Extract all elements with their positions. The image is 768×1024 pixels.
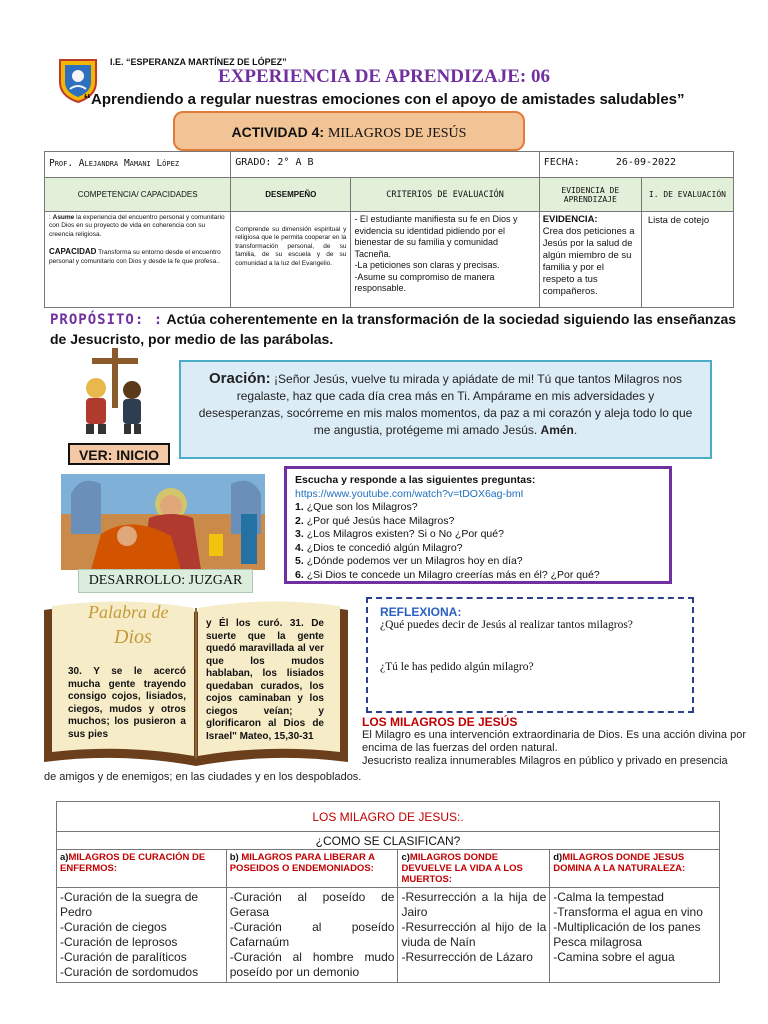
prayer-amen: Amén (540, 423, 574, 437)
column-header: d)MILAGROS DONDE JESUS DOMINA A LA NATURALEZA: (550, 850, 720, 888)
list-item: -Curación de sordomudos (60, 965, 199, 979)
column-items (550, 888, 720, 983)
list-item: -Curación de ciegos (60, 920, 167, 934)
school-name: I.E. “ESPERANZA MARTÍNEZ DE LÓPEZ” (110, 57, 287, 67)
miracles-section (362, 716, 746, 768)
list-item: -Calma la tempestad (553, 890, 664, 904)
list-item: -Curación al poseído de Gerasa (229, 890, 395, 919)
question-list (295, 501, 661, 582)
miracles-p2-start: Jesucristo realiza innumerables Milagros en público y privado en presencia (362, 755, 728, 767)
capacidad-bold: CAPACIDAD (49, 247, 97, 257)
prayer-text: ¡Señor Jesús, vuelve tu mirada y apiádate de mi! Tú que tantos Milagros nos regalaste, haz que cada día crea más en Ti. Ampárame en mis adversidades y desesperanzas, socórreme en mis malos momentos, da paz a mi corazón y aleja todo lo que me angustia, protégeme mi amado Jesús. (198, 372, 693, 437)
questions-title: Escucha y responde a las siguientes preguntas: (295, 474, 536, 486)
list-item: -Resurrección de Lázaro (401, 950, 533, 964)
list-item: -Curación de paralíticos (60, 950, 187, 964)
classification-question: ¿COMO SE CLASIFICAN? (57, 832, 720, 850)
teacher-name: Prof. Alejandra Mamani López (45, 152, 231, 178)
list-item: -Resurrección a la hija de Jairo (401, 890, 547, 919)
date-label: FECHA: (543, 157, 580, 168)
ver-inicio-label: VER: INICIO (68, 443, 170, 465)
reflect-label: REFLEXIONA: (380, 605, 462, 619)
list-item: -Curación de la suegra de Pedro (60, 890, 199, 919)
list-item: 1. ¿Que son los Milagros? (295, 501, 418, 513)
book-title-2: Dios (114, 626, 152, 648)
list-item: -Resurrección al hijo de la viuda de Naín (401, 920, 547, 949)
classification-title: LOS MILAGRO DE JESUS:. (57, 802, 720, 832)
instrumento-text: Lista de cotejo (641, 212, 733, 308)
experience-title: EXPERIENCIA DE APRENDIZAJE: 06 (217, 66, 551, 87)
list-item: -Curación al hombre mudo poseído por un demonio (229, 950, 395, 979)
col-evidencia: EVIDENCIA DE APRENDIZAJE (539, 178, 641, 212)
desarrollo-juzgar-label: DESARROLLO: JUZGAR (78, 569, 253, 593)
list-item: -Transforma el agua en vino (553, 905, 703, 919)
list-item: -Camina sobre el agua (553, 950, 675, 964)
reflect-question-2: ¿Tú le has pedido algún milagro? (380, 661, 534, 673)
competencia-text: la experiencia del encuentro personal y comunitario con Dios en su proyecto de vida en coherencia con su creencia religiosa. (49, 214, 225, 238)
activity-banner (173, 111, 525, 151)
competencia-cell: : Asume la experiencia del encuentro personal y comunitario con Dios en su proyecto de vida en coherencia con su creencia religiosa. CAPACIDAD Transforma su entorno desde el encuentro personal y comunitario con Dios y desde la fe que profesa.. (45, 212, 231, 308)
list-item: -Curación al poseído Cafarnaúm (229, 920, 395, 949)
competencia-bold: Asume (52, 214, 75, 221)
col-desempeno: DESEMPEÑO (231, 178, 351, 212)
classification-table (56, 801, 720, 983)
list-item: 3. ¿Los Milagros existen? Si o No ¿Por qué? (295, 528, 504, 540)
video-link[interactable]: https://www.youtube.com/watch?v=tDOX6ag-bmI (295, 487, 524, 500)
miracles-p1: El Milagro es una intervención extraordinaria de Dios. Es una acción divina por encima de las fuerzas del orden natural. (362, 729, 746, 754)
children-praying-illustration (66, 344, 166, 440)
column-items (226, 888, 398, 983)
purpose-text: Actúa coherentemente en la transformación de la sociedad siguiendo las enseñanzas de Jesucristo, por medio de las parábolas. (50, 311, 737, 347)
prayer-label: Oración: (208, 370, 271, 387)
criterio-1: - El estudiante manifiesta su fe en Dios y evidencia su identidad pidiendo por el bienestar de su familia y comunidad Tacneña. (354, 214, 518, 259)
reflect-question-1: ¿Qué puedes decir de Jesús al realizar tantos milagros? (380, 619, 633, 631)
evidencia-cell (539, 212, 641, 308)
column-header: a)MILAGROS DE CURACIÓN DE ENFERMOS: (57, 850, 227, 888)
prayer-box: Oración: ¡Señor Jesús, vuelve tu mirada y apiádate de mi! Tú que tantos Milagros nos regalaste, haz que cada día crea más en Ti. Ampárame en mis adversidades y desesperanzas, socórreme en mis malos momentos, da paz a mi corazón y aleja todo lo que me angustia, protégeme mi amado Jesús. Amén. (179, 360, 712, 459)
column-header: c)MILAGROS DONDE DEVUELVE LA VIDA A LOS MUERTOS: (398, 850, 550, 888)
list-item: -Curación de leprosos (60, 935, 178, 949)
col-criterios: CRITERIOS DE EVALUACIÓN (351, 178, 539, 212)
evidencia-label: EVIDENCIA: (542, 214, 598, 225)
list-item: 4. ¿Dios te concedió algún Milagro? (295, 541, 463, 554)
questions-box (284, 466, 672, 584)
capacidad-text: Transforma su entorno desde el encuentro personal y comunitario con Dios y desde la fe que profesa.. (49, 249, 221, 265)
column-items (398, 888, 550, 983)
criterio-3: -Asume su compromiso de manera responsable. (354, 271, 495, 293)
evidencia-text: Crea dos peticiones a Jesús por la salud de algún miembro de su familia y por el respeto a tus compañeros. (542, 226, 635, 297)
activity-name: MILAGROS DE JESÚS (327, 126, 467, 141)
criterios-cell (351, 212, 539, 308)
book-right-text: y Él los curó. 31. De suerte que la gente quedó maravillada al ver que los mudos hablaban, los lisiados quedaban curados, los cojos caminaban y los ciegos veían; y glorificaron al Dios de Israel" Mateo, 15,30-31 (206, 618, 324, 742)
desempeno-text: Comprende su dimensión espiritual y religiosa que le permita cooperar en la transformación personal, de su familia, de su escuela y de su comunidad a la luz del Evangelio. (231, 212, 351, 308)
date-cell (539, 152, 733, 178)
book-left-text: 30. Y se le acercó mucha gente trayendo consigo cojos, lisiados, ciegos, mudos y otros muchos; los pusieron a sus pies (68, 666, 186, 740)
bible-book (40, 596, 352, 768)
miracles-title: LOS MILAGROS DE JESÚS (362, 715, 518, 729)
column-header: b) MILAGROS PARA LIBERAR A POSEIDOS O ENDEMONIADOS: (226, 850, 398, 888)
experience-subtitle: “Aprendiendo a regular nuestras emociones con el apoyo de amistades saludables” (83, 91, 685, 108)
activity-label: ACTIVIDAD 4: (231, 124, 325, 140)
col-competencia: COMPETENCIA/ CAPACIDADES (45, 178, 231, 212)
list-item: 2. ¿Por qué Jesús hace Milagros? (295, 514, 455, 527)
grade: GRADO: 2° A B (231, 152, 539, 178)
purpose-section: PROPÓSITO: : Actúa coherentemente en la transformación de la sociedad siguiendo las enseñanzas de Jesucristo, por medio de las parábolas. (50, 311, 737, 347)
info-table (44, 151, 734, 308)
list-item: 5. ¿Dónde podemos ver un Milagros hoy en día? (295, 555, 523, 567)
date-value: 26-09-2022 (615, 157, 677, 168)
column-items (57, 888, 227, 983)
jesus-healing-painting (61, 474, 265, 570)
purpose-label: PROPÓSITO (50, 312, 135, 328)
list-item: 6. ¿Si Dios te concede un Milagro creerías más en él? ¿Por qué? (295, 568, 600, 581)
book-title-1: Palabra de (88, 602, 169, 622)
reflect-box (366, 597, 694, 713)
criterio-2: -La peticiones son claras y precisas. (354, 260, 500, 270)
miracles-p2-end: de amigos y de enemigos; en las ciudades y en los despoblados. (44, 771, 362, 783)
list-item: -Multiplicación de los panes Pesca milagrosa (553, 920, 701, 949)
col-instrumento: I. DE EVALUACIÓN (641, 178, 733, 212)
